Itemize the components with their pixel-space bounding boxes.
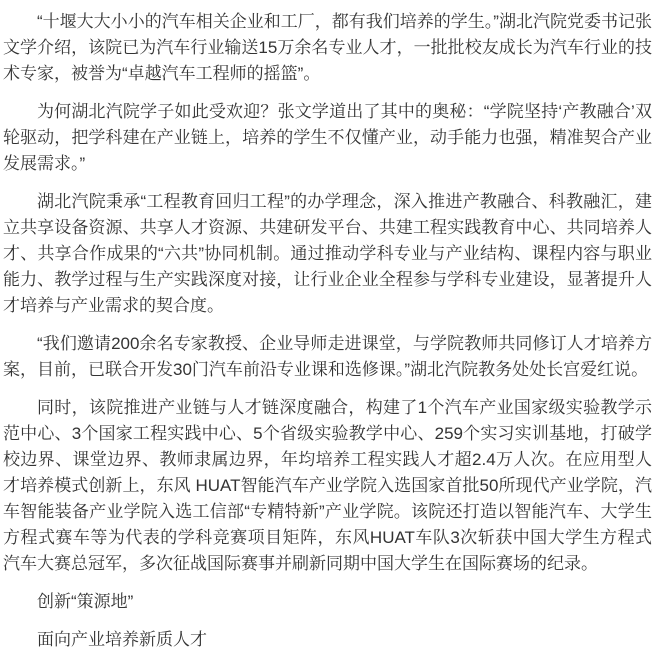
paragraph-quote-intro: “十堰大大小小的汽车相关企业和工厂，都有我们培养的学生。”湖北汽院党委书记张文学介绍，该院已为汽车行业输送15万余名专业人才，一批批校友成长为汽车行业的技术专家，被誉为“卓越汽车工程师的摇篮”。 bbox=[3, 12, 652, 83]
paragraph-achievements: 同时，该院推进产业链与人才链深度融合，构建了1个汽车产业国家级实验教学示范中心、3个国家工程实践中心、5个省级实验教学中心、259个实习实训基地，打破学校边界、课堂边界、教师隶属边界，年均培养工程实践人才超2.4万人次。在应用型人才培养模式创新上，东风 HUAT智能汽车产业学院入选国家首批50所现代产业学院，汽车智能装备产业学院入选工信部“专精特新”产业学院。该院还打造以智能汽车、大学生方程式赛车等为代表的学科竞赛项目矩阵，东风HUAT车队3次斩获中国大学生方程式汽车大赛总冠军，多次征战国际赛事并刷新同期中国大学生在国际赛场的纪录。 bbox=[3, 398, 652, 573]
article-body bbox=[3, 9, 652, 653]
subhead-new-talent: 面向产业培养新质人才 bbox=[37, 630, 207, 649]
subhead-innovation-source: 创新“策源地” bbox=[37, 592, 134, 611]
paragraph-mechanism: 湖北汽院秉承“工程教育回归工程”的办学理念，深入推进产教融合、科教融汇，建立共享设备资源、共享人才资源、共建研发平台、共建工程实践教育中心、共同培养人才、共享合作成果的“六共”协同机制。通过推动学科专业与产业结构、课程内容与职业能力、教学过程与生产实践深度对接，让行业企业全程参与学科专业建设，显著提升人才培养与产业需求的契合度。 bbox=[3, 192, 652, 315]
paragraph-secret: 为何湖北汽院学子如此受欢迎？张文学道出了其中的奥秘：“学院坚持‘产教融合’双轮驱动，把学科建在产业链上，培养的学生不仅懂产业，动手能力也强，精准契合产业发展需求。” bbox=[3, 102, 652, 173]
paragraph-courses-quote: “我们邀请200余名专家教授、企业导师走进课堂，与学院教师共同修订人才培养方案，目前，已联合开发30门汽车前沿专业课和选修课。”湖北汽院教务处处长宫爱红说。 bbox=[3, 334, 652, 379]
